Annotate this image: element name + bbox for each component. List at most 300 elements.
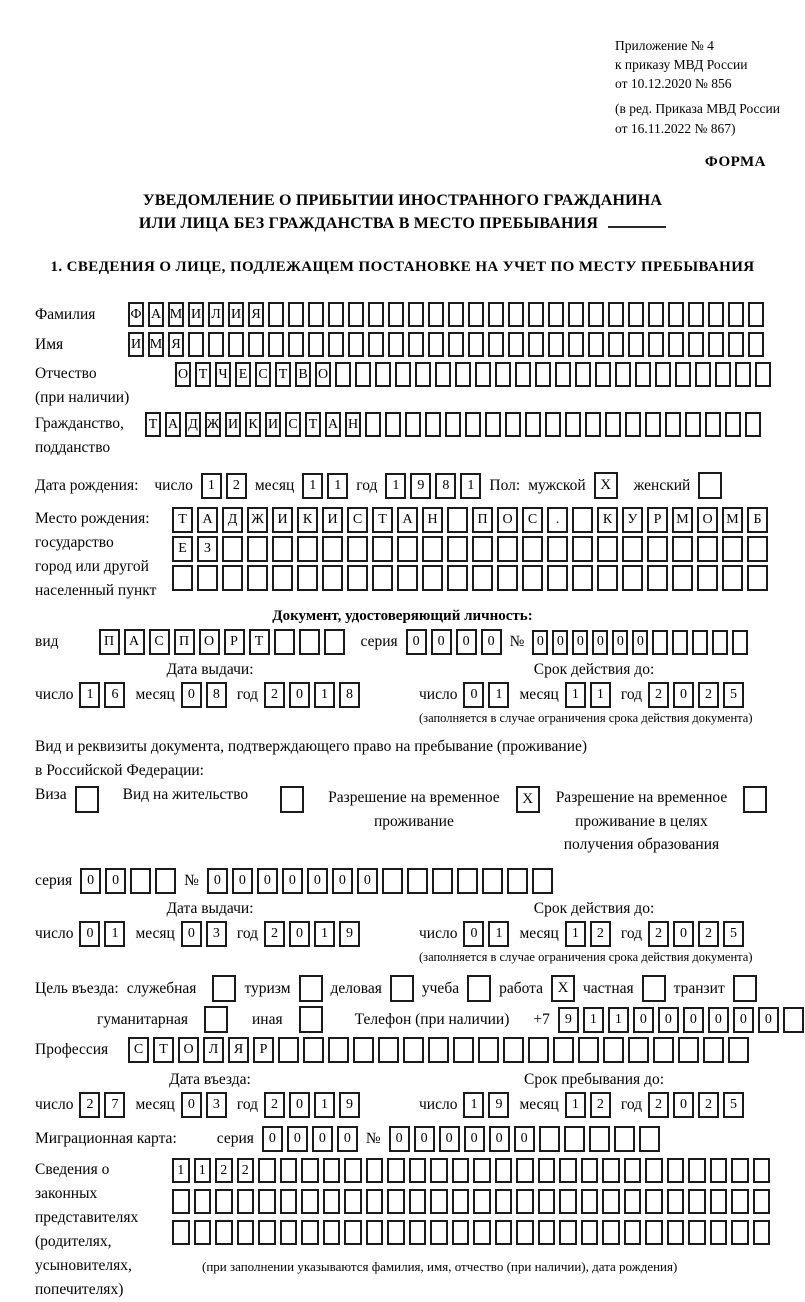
form-cell	[647, 536, 668, 562]
form-cell: П	[174, 629, 195, 655]
form-cell	[731, 1158, 749, 1183]
form-cell	[308, 302, 324, 327]
form-cell: Т	[275, 362, 291, 387]
birthplace-cells-row3	[172, 565, 768, 591]
reference-line: к приказу МВД России	[615, 57, 748, 73]
form-cell	[608, 332, 624, 357]
form-cell	[705, 412, 721, 437]
year-label: год	[620, 925, 643, 943]
form-cell	[280, 1220, 298, 1245]
form-cell	[375, 362, 391, 387]
form-cell	[522, 536, 543, 562]
guardians-label: Сведения о законных представителях (родителях, усыновителях, попечителях)	[35, 1161, 139, 1299]
form-cell	[747, 565, 768, 591]
guardians-cells	[172, 1158, 770, 1275]
form-cell: О	[697, 507, 718, 533]
year-label: год	[356, 476, 378, 494]
form-cell	[397, 565, 418, 591]
form-cell	[372, 565, 393, 591]
form-cell: 2	[648, 921, 669, 947]
form-cell	[308, 332, 324, 357]
purpose-work-checkbox: X	[551, 975, 575, 1002]
purpose-private-checkbox	[642, 975, 666, 1002]
form-cell	[639, 1126, 660, 1152]
issue-heading: Дата выдачи:	[166, 661, 254, 679]
form-cell: 2	[226, 473, 247, 499]
form-cell: 9	[339, 1092, 360, 1118]
sex-female-label: женский	[633, 476, 691, 494]
residence-doc-options	[35, 786, 770, 856]
birth-year-cells	[385, 473, 481, 499]
guardians-note: (при заполнении указываются фамилия, имя, отчество (при наличии), дата рождения)	[202, 1259, 678, 1275]
form-cell	[288, 332, 304, 357]
birthplace-cells	[172, 507, 768, 591]
form-cell	[274, 629, 295, 655]
form-cell	[731, 1189, 749, 1214]
phone-label: Телефон (при наличии)	[354, 1010, 510, 1028]
phone-cells	[558, 1007, 804, 1033]
form-cell	[288, 302, 304, 327]
form-cell	[725, 412, 741, 437]
form-cell	[130, 868, 151, 894]
doc-series-cells	[406, 629, 502, 655]
form-cell: 1	[583, 1007, 604, 1033]
form-cell	[748, 302, 764, 327]
form-cell: 0	[633, 1007, 654, 1033]
entry-month-cells	[181, 1092, 227, 1118]
form-cell: 0	[456, 629, 477, 655]
form-cell: 0	[463, 682, 484, 708]
form-cell	[667, 1220, 685, 1245]
form-cell: А	[197, 507, 218, 533]
issue-month-cells	[181, 921, 227, 947]
patronymic-label: Отчество (при наличии)	[35, 365, 130, 407]
form-cell: 6	[104, 682, 125, 708]
form-cell	[688, 1220, 706, 1245]
form-cell	[222, 536, 243, 562]
firstname-label: Имя	[35, 335, 64, 353]
identity-doc-row	[35, 629, 770, 655]
form-cell: И	[265, 412, 281, 437]
form-cell: 0	[181, 1092, 202, 1118]
form-cell	[625, 412, 641, 437]
form-cell: А	[165, 412, 181, 437]
citizenship-cells	[145, 412, 761, 437]
form-cell	[668, 332, 684, 357]
form-title-line2-wrap	[35, 212, 770, 235]
form-cell	[455, 362, 471, 387]
form-cell	[667, 1189, 685, 1214]
migration-card-label: Миграционная карта:	[35, 1130, 177, 1148]
form-cell	[655, 362, 671, 387]
form-cell: 8	[435, 473, 456, 499]
guardians-cells-row3	[172, 1220, 770, 1245]
form-cell: А	[148, 302, 164, 327]
form-cell	[589, 1126, 610, 1152]
form-cell: Н	[422, 507, 443, 533]
profession-label: Профессия	[35, 1041, 109, 1059]
forma-label: ФОРМА	[704, 153, 766, 170]
form-cell: 0	[105, 868, 126, 894]
valid-year-cells	[648, 682, 744, 708]
form-cell	[388, 302, 404, 327]
form-cell	[425, 412, 441, 437]
form-cell	[508, 332, 524, 357]
form-cell	[547, 536, 568, 562]
form-cell	[588, 302, 604, 327]
purpose-other-checkbox	[299, 1006, 323, 1033]
form-cell	[538, 1189, 556, 1214]
form-cell: 8	[206, 682, 227, 708]
form-cell	[415, 362, 431, 387]
form-cell	[553, 1037, 574, 1063]
stay-until-fields	[419, 1092, 769, 1118]
form-cell	[525, 412, 541, 437]
form-cell	[516, 1158, 534, 1183]
form-cell	[344, 1158, 362, 1183]
form-cell: 0	[683, 1007, 704, 1033]
form-cell	[672, 536, 693, 562]
stay-until-block	[419, 1071, 769, 1118]
form-cell: 0	[312, 1126, 333, 1152]
form-cell	[409, 1158, 427, 1183]
form-cell	[645, 1158, 663, 1183]
form-cell	[453, 1037, 474, 1063]
form-cell: 0	[289, 682, 310, 708]
form-cell	[324, 629, 345, 655]
form-cell	[278, 1037, 299, 1063]
form-cell	[322, 565, 343, 591]
form-cell: 0	[257, 868, 278, 894]
form-cell	[675, 362, 691, 387]
issue-heading: Дата выдачи:	[166, 900, 254, 918]
form-cell: И	[228, 302, 244, 327]
form-cell	[548, 332, 564, 357]
form-cell	[624, 1220, 642, 1245]
form-cell: Т	[195, 362, 211, 387]
form-cell: Р	[253, 1037, 274, 1063]
form-cell: А	[397, 507, 418, 533]
form-cell	[368, 302, 384, 327]
form-cell: 2	[698, 1092, 719, 1118]
form-cell: Ж	[205, 412, 221, 437]
form-cell	[222, 565, 243, 591]
form-cell	[280, 1189, 298, 1214]
form-cell: 1	[314, 921, 335, 947]
form-cell: 9	[558, 1007, 579, 1033]
edu-residence-option: Разрешение на временное проживание в целях получения образования	[555, 789, 728, 853]
purpose-work-label: работа	[499, 979, 543, 997]
month-label: месяц	[135, 686, 175, 704]
form-cell: 1	[104, 921, 125, 947]
form-cell	[268, 302, 284, 327]
valid-fields	[419, 682, 769, 708]
form-cell	[482, 868, 503, 894]
form-cell	[581, 1158, 599, 1183]
form-cell	[672, 630, 688, 655]
form-cell	[602, 1220, 620, 1245]
form-cell	[328, 302, 344, 327]
form-cell: 3	[206, 1092, 227, 1118]
temp-residence-option: Разрешение на временное проживание	[328, 789, 500, 830]
form-cell	[528, 1037, 549, 1063]
form-cell	[568, 332, 584, 357]
form-cell	[328, 1037, 349, 1063]
form-cell: 2	[264, 921, 285, 947]
form-cell	[457, 868, 478, 894]
form-cell	[395, 362, 411, 387]
entry-dates	[35, 1071, 770, 1118]
form-cell	[753, 1158, 771, 1183]
form-cell	[447, 507, 468, 533]
form-cell: И	[272, 507, 293, 533]
form-cell: 1	[302, 473, 323, 499]
form-cell	[172, 565, 193, 591]
form-cell: 0	[289, 1092, 310, 1118]
form-cell	[299, 629, 320, 655]
form-cell	[197, 565, 218, 591]
form-cell	[247, 565, 268, 591]
form-cell: 2	[698, 921, 719, 947]
form-cell	[732, 630, 748, 655]
entry-date-fields	[35, 1092, 407, 1118]
form-cell	[628, 332, 644, 357]
form-cell	[473, 1220, 491, 1245]
form-cell	[478, 1037, 499, 1063]
form-cell	[595, 362, 611, 387]
form-cell: 0	[463, 921, 484, 947]
form-cell: О	[199, 629, 220, 655]
form-cell: 0	[514, 1126, 535, 1152]
form-cell	[495, 1158, 513, 1183]
form-cell	[572, 536, 593, 562]
form-cell	[328, 332, 344, 357]
form-cell	[597, 565, 618, 591]
form-cell	[347, 565, 368, 591]
form-cell	[301, 1189, 319, 1214]
form-cell: 1	[385, 473, 406, 499]
purpose-private-label: частная	[583, 979, 634, 997]
form-cell	[473, 1158, 491, 1183]
form-cell: 1	[565, 682, 586, 708]
form-cell: 0	[431, 629, 452, 655]
month-label: месяц	[254, 476, 295, 494]
form-cell	[208, 332, 224, 357]
form-cell	[303, 1037, 324, 1063]
day-label: число	[419, 1096, 458, 1114]
form-cell: 0	[289, 921, 310, 947]
form-cell	[665, 412, 681, 437]
form-cell	[397, 536, 418, 562]
entry-year-cells	[264, 1092, 360, 1118]
form-cell	[697, 565, 718, 591]
identity-valid-block	[419, 661, 769, 726]
form-cell	[745, 412, 761, 437]
form-cell	[575, 362, 591, 387]
form-cell: 0	[389, 1126, 410, 1152]
form-cell	[710, 1220, 728, 1245]
form-cell	[422, 565, 443, 591]
day-label: число	[154, 476, 193, 494]
issue-fields	[35, 921, 407, 947]
residence-permit-label: Вид на жительство	[122, 786, 249, 804]
form-cell: 5	[723, 1092, 744, 1118]
form-cell	[735, 362, 751, 387]
form-cell	[409, 1220, 427, 1245]
form-cell: 0	[592, 630, 608, 655]
form-cell	[672, 565, 693, 591]
form-cell: 0	[733, 1007, 754, 1033]
form-cell: 0	[572, 630, 588, 655]
guardians-row	[35, 1158, 770, 1302]
form-cell: 1	[314, 1092, 335, 1118]
form-cell	[248, 332, 264, 357]
form-cell: 0	[708, 1007, 729, 1033]
birth-month-cells	[302, 473, 348, 499]
form-cell	[508, 302, 524, 327]
form-cell: .	[547, 507, 568, 533]
form-cell: 2	[237, 1158, 255, 1183]
purpose-official-checkbox	[212, 975, 236, 1002]
form-cell	[715, 362, 731, 387]
purpose-tourism-label: туризм	[244, 979, 291, 997]
form-cell: Ж	[247, 507, 268, 533]
sex-label: Пол:	[489, 476, 521, 494]
reference-line: Приложение № 4	[615, 38, 714, 53]
identity-doc-dates	[35, 661, 770, 726]
form-cell	[465, 412, 481, 437]
residence-doc-intro1: Вид и реквизиты документа, подтверждающего право на пребывание (проживание)	[35, 738, 588, 756]
form-cell	[428, 1037, 449, 1063]
form-cell: С	[347, 507, 368, 533]
purpose-transit-label: транзит	[673, 979, 725, 997]
form-cell: 0	[232, 868, 253, 894]
form-cell: 0	[489, 1126, 510, 1152]
form-cell	[407, 868, 428, 894]
residence-number-cells	[207, 868, 553, 894]
purpose-tourism-checkbox	[299, 975, 323, 1002]
phone-prefix: +7	[533, 1010, 550, 1028]
form-cell: 0	[282, 868, 303, 894]
valid-heading: Срок действия до:	[533, 900, 655, 918]
form-cell	[728, 302, 744, 327]
day-label: число	[35, 1096, 74, 1114]
form-cell: К	[597, 507, 618, 533]
form-cell: 5	[723, 921, 744, 947]
patronymic-row	[35, 362, 770, 410]
month-label: месяц	[519, 686, 559, 704]
month-label: месяц	[519, 1096, 559, 1114]
form-cell	[344, 1220, 362, 1245]
issue-year-cells	[264, 682, 360, 708]
stay-until-heading: Срок пребывания до:	[524, 1071, 664, 1089]
form-cell: М	[148, 332, 164, 357]
issue-day-cells	[79, 921, 125, 947]
form-cell: Ч	[215, 362, 231, 387]
form-cell	[495, 1189, 513, 1214]
form-cell: 0	[287, 1126, 308, 1152]
form-cell: 0	[337, 1126, 358, 1152]
amendment-reference	[615, 99, 805, 137]
form-cell: 2	[648, 1092, 669, 1118]
form-title-line1: УВЕДОМЛЕНИЕ О ПРИБЫТИИ ИНОСТРАННОГО ГРАЖДАНИНА	[142, 191, 663, 209]
form-cell	[624, 1158, 642, 1183]
entry-date-block	[35, 1071, 407, 1118]
purpose-business-label: деловая	[330, 979, 382, 997]
form-cell: И	[225, 412, 241, 437]
form-cell: 0	[414, 1126, 435, 1152]
birth-day-cells	[201, 473, 247, 499]
form-cell: М	[672, 507, 693, 533]
form-cell	[403, 1037, 424, 1063]
month-label: месяц	[135, 925, 175, 943]
form-cell	[708, 302, 724, 327]
sex-male-label: мужской	[528, 476, 586, 494]
form-cell	[528, 332, 544, 357]
validity-note: (заполняется в случае ограничения срока действия документа)	[419, 950, 753, 965]
series-label: серия	[360, 633, 398, 651]
form-cell	[323, 1220, 341, 1245]
year-label: год	[620, 1096, 643, 1114]
surname-row	[35, 302, 770, 327]
form-cell: М	[168, 302, 184, 327]
form-cell	[535, 362, 551, 387]
profession-cells	[128, 1037, 749, 1063]
validity-note: (заполняется в случае ограничения срока действия документа)	[419, 711, 753, 726]
birthdate-label: Дата рождения:	[35, 476, 139, 494]
form-cell: Н	[345, 412, 361, 437]
form-cell: 0	[181, 682, 202, 708]
form-cell	[528, 302, 544, 327]
form-cell: Е	[172, 536, 193, 562]
birthplace-cells-row2	[172, 536, 768, 562]
year-label: год	[236, 686, 259, 704]
form-cell	[597, 536, 618, 562]
sex-female-checkbox	[698, 472, 722, 499]
form-cell	[155, 868, 176, 894]
form-cell	[385, 412, 401, 437]
form-cell	[355, 362, 371, 387]
form-cell	[710, 1158, 728, 1183]
form-cell	[538, 1220, 556, 1245]
issue-month-cells	[181, 682, 227, 708]
form-cell: 0	[80, 868, 101, 894]
visa-checkbox	[75, 786, 99, 813]
form-cell: 1	[565, 1092, 586, 1118]
form-cell	[653, 1037, 674, 1063]
form-cell: 1	[460, 473, 481, 499]
visit-purpose-row	[35, 975, 770, 1002]
form-cell	[432, 868, 453, 894]
migration-number-cells	[389, 1126, 660, 1152]
form-cell: К	[297, 507, 318, 533]
stay-day-cells	[463, 1092, 509, 1118]
series-label: серия	[35, 872, 73, 890]
form-cell	[322, 536, 343, 562]
form-cell: Т	[372, 507, 393, 533]
form-cell	[783, 1007, 804, 1033]
form-cell	[548, 302, 564, 327]
form-cell	[497, 565, 518, 591]
form-cell: С	[285, 412, 301, 437]
form-cell: 0	[673, 921, 694, 947]
residence-issue-block	[35, 900, 407, 965]
residence-doc-series-row	[35, 868, 770, 894]
doc-number-cells	[532, 630, 748, 655]
number-label: №	[184, 872, 199, 890]
number-label: №	[509, 633, 525, 651]
form-cell	[272, 565, 293, 591]
